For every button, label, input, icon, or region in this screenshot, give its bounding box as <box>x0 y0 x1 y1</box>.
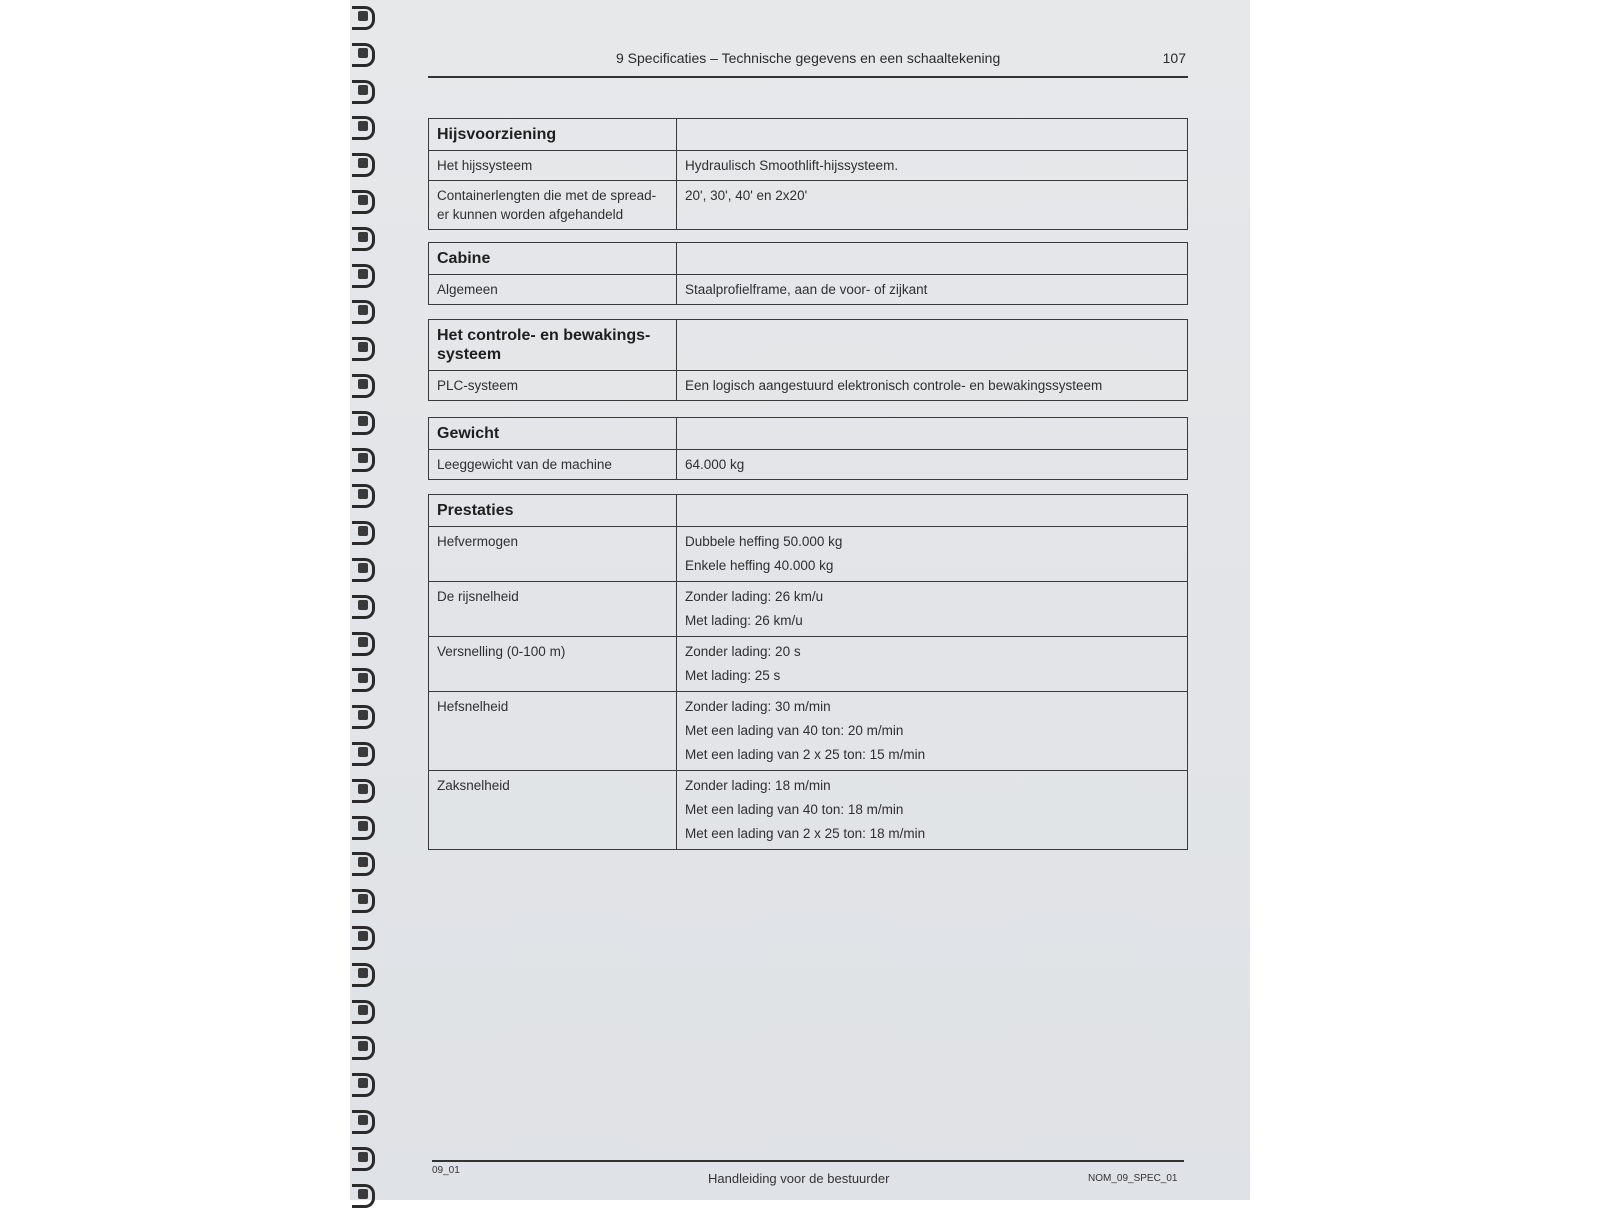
table-row <box>429 450 1188 480</box>
spec-value <box>677 582 1188 637</box>
binding-ring <box>352 1073 375 1097</box>
spec-table-controle <box>428 319 1188 401</box>
spec-table-gewicht <box>428 417 1188 480</box>
binding-ring <box>352 889 375 913</box>
spec-label: Het hijssysteem <box>429 151 677 181</box>
spec-value <box>677 771 1188 850</box>
spec-label: Containerlengten die met de spread-er kunnen worden afgehandeld <box>429 181 677 230</box>
spec-value: Hydraulisch Smoothlift-hijssysteem. <box>677 151 1188 181</box>
binding-ring <box>352 926 375 950</box>
page-header <box>428 46 1188 78</box>
spec-value-line: Met lading: 26 km/u <box>685 613 803 628</box>
empty-cell <box>677 320 1188 371</box>
binding-ring <box>352 668 375 692</box>
table-row <box>429 181 1188 230</box>
binding-ring <box>352 411 375 435</box>
spec-value-line: Met een lading van 2 x 25 ton: 15 m/min <box>685 747 926 762</box>
binding-ring <box>352 484 375 508</box>
spec-value-line: Enkele heffing 40.000 kg <box>685 558 834 573</box>
table-row <box>429 582 1188 637</box>
footer-document-code: NOM_09_SPEC_01 <box>1088 1173 1178 1184</box>
table-row <box>429 637 1188 692</box>
spec-value: 20', 30', 40' en 2x20' <box>677 181 1188 230</box>
page-number: 107 <box>1162 50 1186 66</box>
spec-value: Staalprofielframe, aan de voor- of zijkant <box>677 275 1188 305</box>
spec-value-line: Zonder lading: 26 km/u <box>685 589 824 604</box>
table-header-row <box>429 320 1188 371</box>
binding-ring <box>352 1110 375 1134</box>
footer-manual-title: Handleiding voor de bestuurder <box>708 1171 890 1186</box>
binding-ring <box>352 632 375 656</box>
spec-label: De rijsnelheid <box>429 582 677 637</box>
binding-ring <box>352 852 375 876</box>
section-heading: Cabine <box>429 243 677 275</box>
table-header-row <box>429 495 1188 527</box>
spec-label: Hefsnelheid <box>429 692 677 771</box>
spec-value-line: Met een lading van 40 ton: 18 m/min <box>685 802 904 817</box>
spec-label: Hefvermogen <box>429 527 677 582</box>
binding-ring <box>352 300 375 324</box>
empty-cell <box>677 119 1188 151</box>
table-header-row <box>429 243 1188 275</box>
spec-table-cabine <box>428 242 1188 305</box>
binding-ring <box>352 705 375 729</box>
chapter-title: 9 Specificaties – Technische gegevens en een schaaltekening <box>616 50 1001 66</box>
binding-ring <box>352 153 375 177</box>
spec-value: Een logisch aangestuurd elektronisch controle- en bewakingssysteem <box>677 371 1188 401</box>
binding-ring <box>352 558 375 582</box>
binding-ring <box>352 779 375 803</box>
table-row <box>429 275 1188 305</box>
table-header-row <box>429 119 1188 151</box>
binding-ring <box>352 264 375 288</box>
spec-value <box>677 637 1188 692</box>
binding-ring <box>352 80 375 104</box>
empty-cell <box>677 495 1188 527</box>
table-row <box>429 771 1188 850</box>
binding-ring <box>352 963 375 987</box>
empty-cell <box>677 243 1188 275</box>
binding-ring <box>352 190 375 214</box>
spec-table-prestaties <box>428 494 1188 850</box>
spec-value-line: Zonder lading: 20 s <box>685 644 801 659</box>
footer-rule <box>432 1160 1184 1162</box>
binding-ring <box>352 337 375 361</box>
spec-value-line: Met een lading van 40 ton: 20 m/min <box>685 723 904 738</box>
table-header-row <box>429 418 1188 450</box>
binding-ring <box>352 6 375 30</box>
binding-ring <box>352 1000 375 1024</box>
binding-ring <box>352 116 375 140</box>
binding-ring <box>352 742 375 766</box>
section-heading: Het controle- en bewakings-systeem <box>429 320 677 371</box>
footer-section-code: 09_01 <box>432 1165 460 1176</box>
spec-label: Versnelling (0-100 m) <box>429 637 677 692</box>
binding-ring <box>352 1036 375 1060</box>
binding-ring <box>352 448 375 472</box>
table-row <box>429 371 1188 401</box>
spec-label: Zaksnelheid <box>429 771 677 850</box>
spec-label: PLC-systeem <box>429 371 677 401</box>
spec-table-hijsvoorziening <box>428 118 1188 230</box>
binding-ring <box>352 595 375 619</box>
spec-label: Leeggewicht van de machine <box>429 450 677 480</box>
spec-value <box>677 692 1188 771</box>
empty-cell <box>677 418 1188 450</box>
spec-value-line: Dubbele heffing 50.000 kg <box>685 534 843 549</box>
table-row <box>429 692 1188 771</box>
spec-value-line: Zonder lading: 30 m/min <box>685 699 831 714</box>
spec-value-line: Met lading: 25 s <box>685 668 781 683</box>
spec-value-line: Zonder lading: 18 m/min <box>685 778 831 793</box>
binding-ring <box>352 374 375 398</box>
section-heading: Hijsvoorziening <box>429 119 677 151</box>
spec-value <box>677 527 1188 582</box>
binding-ring <box>352 1184 375 1208</box>
section-heading: Prestaties <box>429 495 677 527</box>
binding-ring <box>352 43 375 67</box>
binding-ring <box>352 816 375 840</box>
section-heading: Gewicht <box>429 418 677 450</box>
spec-value: 64.000 kg <box>677 450 1188 480</box>
binding-ring <box>352 521 375 545</box>
binding-ring <box>352 1147 375 1171</box>
spec-label: Algemeen <box>429 275 677 305</box>
table-row <box>429 151 1188 181</box>
spiral-binding <box>350 0 378 1200</box>
binding-ring <box>352 227 375 251</box>
table-row <box>429 527 1188 582</box>
spec-value-line: Met een lading van 2 x 25 ton: 18 m/min <box>685 826 926 841</box>
